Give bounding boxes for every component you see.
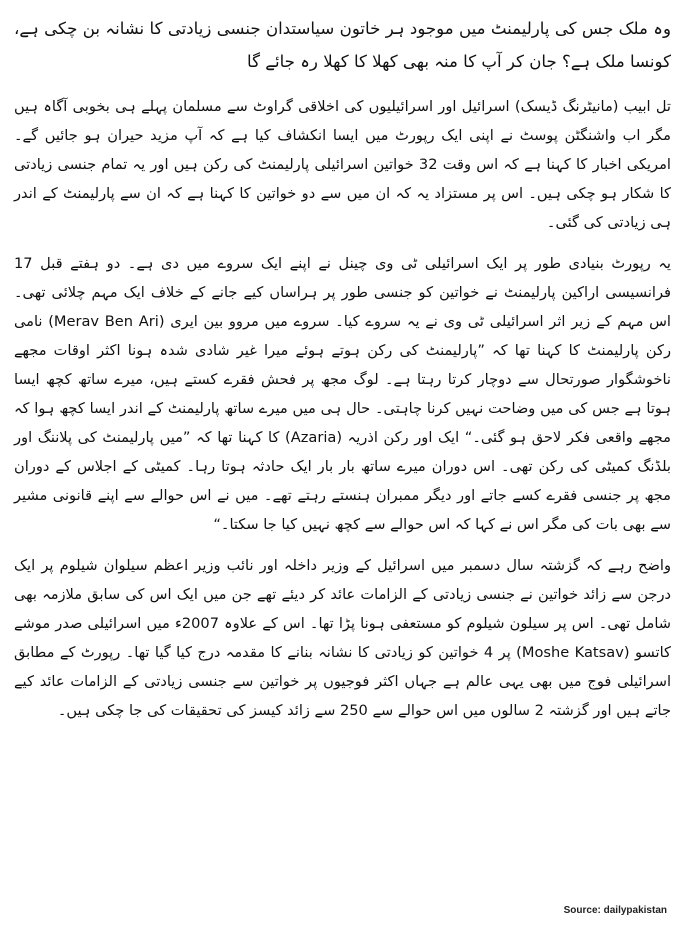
article-paragraph: واضح رہے کہ گزشتہ سال دسمبر میں اسرائیل کے وزیر داخلہ اور نائب وزیر اعظم سیلوان شیلوم پر ایک درجن سے زائد خواتین نے جنسی زیادتی کے الزامات عائد کر دیئے تھے جن میں ایک اس کی سابق ملازمہ بھی شامل تھی۔ اس پر سیلون شیلوم کو مستعفی ہونا پڑا تھا۔ اس کے علاوہ 2007ء میں اسرائیلی صدر موشے کاتسو (Moshe Katsav) پر 4 خواتین کو زیادتی کا نشانہ بنانے کا مقدمہ درج کیا گیا تھا۔ رپورٹ کے مطابق اسرائیلی فوج میں بھی یہی عالم ہے جہاں اکثر فوجیوں پر خواتین سے جنسی زیادتی کے الزامات عائد کیے جاتے ہیں اور گزشتہ 2 سالوں میں اس حوالے سے 250 سے زائد کیسز کی تحقیقات کی جا چکی ہیں۔ bbox=[14, 557, 671, 719]
article-paragraph: یہ رپورٹ بنیادی طور پر ایک اسرائیلی ٹی وی چینل نے اپنے ایک سروے میں دی ہے۔ دو ہفتے قبل 17 فرانسیسی اراکین پارلیمنٹ نے خواتین کو جنسی طور پر ہراساں کیے جانے کے خلاف ایک مہم چلائی تھی۔ اس مہم کے زیر اثر اسرائیلی ٹی وی نے یہ سروے کیا۔ سروے میں مروو بین ایری (Merav Ben Ari) نامی رکن پارلیمنٹ کا کہنا تھا کہ ”پارلیمنٹ کی رکن ہوتے ہوئے میرا غیر شادی شدہ ہونا اکثر اوقات مجھے ناخوشگوار صورتحال سے دوچار کرتا رہتا ہے۔ لوگ مجھ پر فحش فقرے کستے ہیں، میرے ساتھ کچھ ایسا ہوتا ہے جس کی میں وضاحت نہیں کرنا چاہتی۔ حال ہی میں میرے ساتھ پارلیمنٹ کے اندر ایسا کچھ ہوا کہ مجھے واقعی فکر لاحق ہو گئی۔“ ایک اور رکن اذریہ (Azaria) کا کہنا تھا کہ ”میں پارلیمنٹ کی پلاننگ اور بلڈنگ کمیٹی کی رکن تھی۔ اس دوران میرے ساتھ بار بار ایک حادثہ ہوتا رہا۔ کمیٹی کے اجلاس کے دوران مجھ پر جنسی فقرے کسے جاتے اور دیگر ممبران ہنستے رہتے تھے۔ میں نے اس حوالے سے اپنے قانونی مشیر سے بھی بات کی مگر اس نے کہا کہ اس حوالے سے کچھ نہیں کیا جا سکتا۔“ bbox=[14, 255, 671, 533]
article-body bbox=[14, 12, 671, 737]
source-credit: Source: dailypakistan bbox=[563, 905, 667, 916]
article-paragraph: تل ابیب (مانیٹرنگ ڈیسک) اسرائیل اور اسرائیلیوں کی اخلاقی گراوٹ سے مسلمان پہلے ہی بخوبی آگاہ ہیں مگر اب واشنگٹن پوسٹ نے اپنی ایک رپورٹ میں ایسا انکشاف کیا ہے کہ آپ مزید حیران ہو جائیں گے۔ امریکی اخبار کا کہنا ہے کہ اس وقت 32 خواتین اسرائیلی پارلیمنٹ کی رکن ہیں اور یہ تمام جنسی زیادتی کا شکار ہو چکی ہیں۔ اس پر مستزاد یہ کہ ان میں سے دو خواتین کا کہنا ہے کہ ان سے پارلیمنٹ کے اندر ہی زیادتی کی گئی۔ bbox=[14, 98, 671, 231]
article-headline: وہ ملک جس کی پارلیمنٹ میں موجود ہر خاتون سیاستدان جنسی زیادتی کا نشانہ بن چکی ہے، کونسا ملک ہے؟ جان کر آپ کا منہ بھی کھلا کا کھلا رہ جائے گا bbox=[14, 19, 671, 71]
